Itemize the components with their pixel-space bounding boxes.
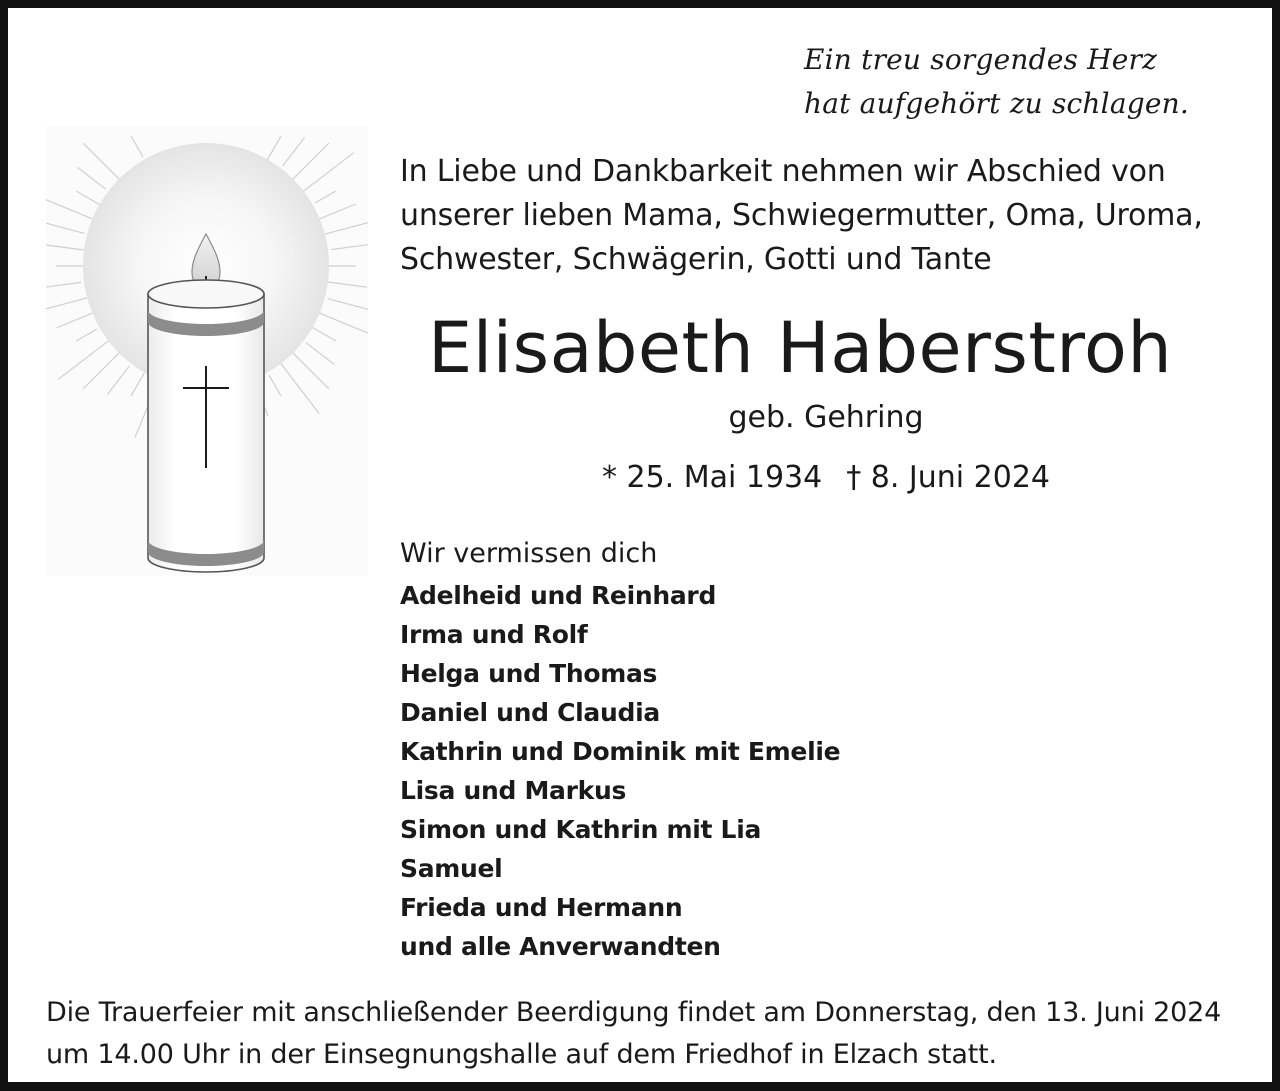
ceremony-line-1: Die Trauerfeier mit anschließender Beerdigung findet am Donnerstag, den 13. Juni 2024	[46, 997, 1222, 1028]
mourner-name: Adelheid und Reinhard	[400, 581, 717, 610]
mourners-list	[400, 576, 840, 966]
mourner-name: Lisa und Markus	[400, 776, 627, 805]
candle-with-cross-icon	[46, 126, 368, 576]
mourner-name: Frieda und Hermann	[400, 893, 683, 922]
mourner-name: und alle Anverwandten	[400, 932, 721, 961]
motto	[804, 38, 1189, 126]
intro-text	[400, 150, 1203, 282]
intro-line-3: Schwester, Schwägerin, Gotti und Tante	[400, 242, 992, 277]
mourner-name: Simon und Kathrin mit Lia	[400, 815, 762, 844]
mourner-name: Samuel	[400, 854, 503, 883]
deceased-name: Elisabeth Haberstroh	[428, 307, 1173, 389]
mourners-heading: Wir vermissen dich	[400, 538, 658, 569]
mourner-name: Irma und Rolf	[400, 620, 588, 649]
ceremony-info	[46, 992, 1221, 1076]
death-date: † 8. Juni 2024	[846, 460, 1051, 495]
intro-line-2: unserer lieben Mama, Schwiegermutter, Oma, Uroma,	[400, 198, 1203, 233]
motto-line-2: hat aufgehört zu schlagen.	[804, 87, 1189, 120]
mourner-name: Helga und Thomas	[400, 659, 658, 688]
mourner-name: Daniel und Claudia	[400, 698, 660, 727]
motto-line-1: Ein treu sorgendes Herz	[804, 43, 1158, 76]
intro-line-1: In Liebe und Dankbarkeit nehmen wir Abschied von	[400, 154, 1166, 189]
ceremony-line-2: um 14.00 Uhr in der Einsegnungshalle auf dem Friedhof in Elzach statt.	[46, 1039, 997, 1070]
mourner-name: Kathrin und Dominik mit Emelie	[400, 737, 841, 766]
maiden-name: geb. Gehring	[728, 400, 924, 435]
birth-date: * 25. Mai 1934	[601, 460, 823, 495]
life-dates	[426, 456, 1226, 500]
